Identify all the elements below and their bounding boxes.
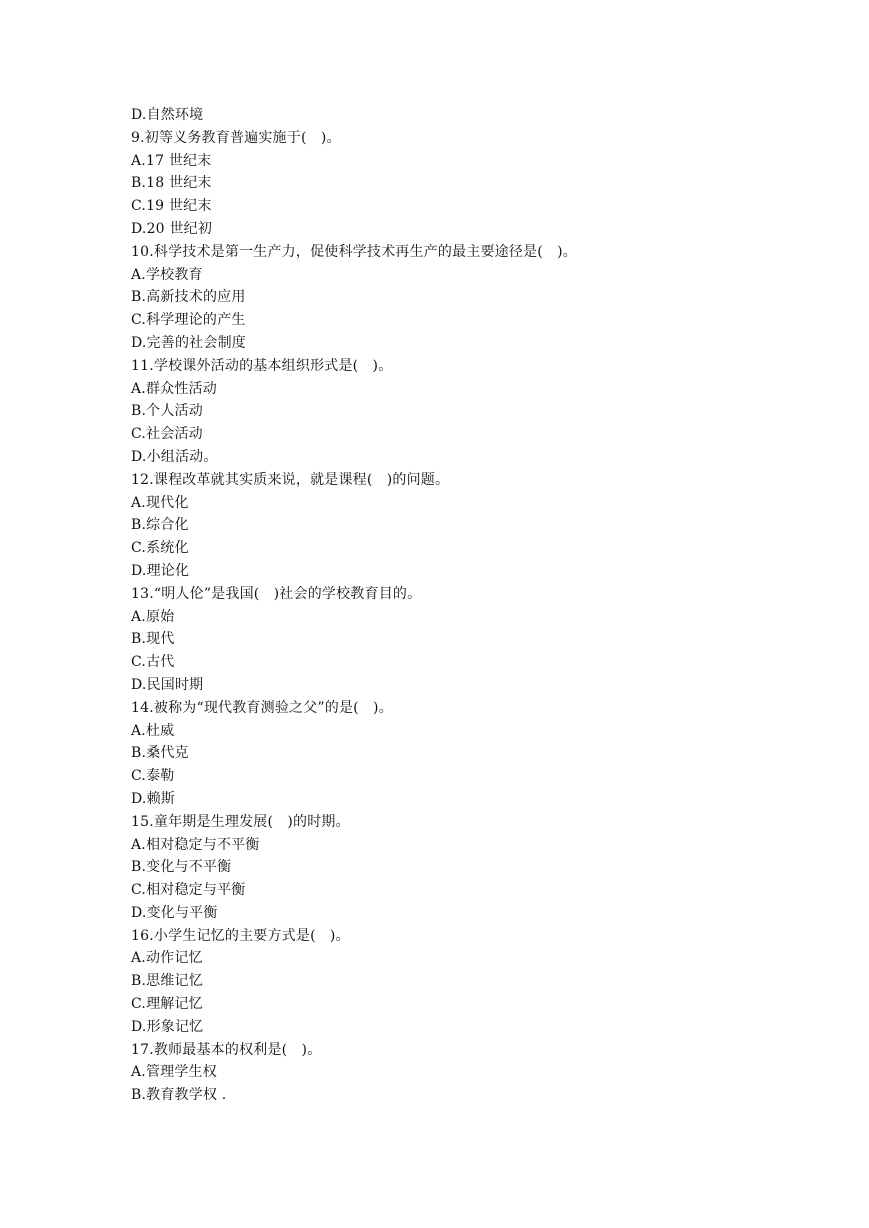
option-line: C.社会活动 [131, 426, 203, 443]
option-line: C.科学理论的产生 [131, 312, 246, 329]
option-line: B.综合化 [131, 517, 189, 534]
option-line: A.学校教育 [131, 266, 203, 283]
option-line: A.动作记忆 [131, 950, 203, 967]
option-line: A.17 世纪末 [131, 152, 212, 169]
option-line: D.变化与平衡 [131, 904, 218, 921]
question-line: 17.教师最基本的权利是( )。 [131, 1041, 322, 1058]
option-line: D.理论化 [131, 562, 190, 579]
question-line: 9.初等义务教育普遍实施于( )。 [131, 129, 341, 146]
option-line: D.形象记忆 [131, 1018, 204, 1035]
question-line: 16.小学生记忆的主要方式是( )。 [131, 927, 350, 944]
question-line: 15.童年期是生理发展( )的时期。 [131, 813, 350, 830]
option-line: B.变化与不平衡 [131, 859, 232, 876]
option-line: D.20 世纪初 [131, 220, 213, 237]
question-line: 10.科学技术是第一生产力，促使科学技术再生产的最主要途径是( )。 [131, 243, 577, 260]
option-line: C.理解记忆 [131, 996, 203, 1013]
option-line: A.管理学生权 [131, 1064, 217, 1081]
question-line: 12.课程改革就其实质来说，就是课程( )的问题。 [131, 471, 450, 488]
option-line: B.桑代克 [131, 745, 189, 762]
option-line: D.自然环境 [131, 107, 204, 123]
option-line: A.相对稳定与不平衡 [131, 836, 260, 853]
option-line: B.高新技术的应用 [131, 289, 246, 306]
option-line: C.19 世纪末 [131, 198, 212, 215]
option-line: B.现代 [131, 631, 175, 648]
option-line: C.古代 [131, 654, 175, 671]
option-line: A.原始 [131, 608, 175, 625]
option-line: D.民国时期 [131, 676, 204, 693]
option-line: B.个人活动 [131, 403, 203, 420]
option-line: B.18 世纪末 [131, 175, 212, 192]
option-line: C.系统化 [131, 540, 189, 557]
question-line: 11.学校课外活动的基本组织形式是( )。 [131, 357, 393, 374]
option-line: A.杜威 [131, 722, 175, 739]
option-line: D.赖斯 [131, 790, 175, 807]
question-line: 13.“明人伦”是我国( )社会的学校教育目的。 [131, 585, 422, 602]
question-line: 14.被称为“现代教育测验之父”的是( )。 [131, 699, 393, 716]
option-line: A.现代化 [131, 494, 189, 511]
option-line: A.群众性活动 [131, 380, 217, 397]
option-line: D.完善的社会制度 [131, 334, 246, 351]
option-line: C.泰勒 [131, 768, 175, 785]
option-line: D.小组活动。 [131, 448, 218, 465]
option-line: B.教育教学权 . [131, 1087, 227, 1104]
document-body [131, 104, 811, 1107]
option-line: B.思维记忆 [131, 973, 203, 990]
option-line: C.相对稳定与平衡 [131, 882, 246, 899]
